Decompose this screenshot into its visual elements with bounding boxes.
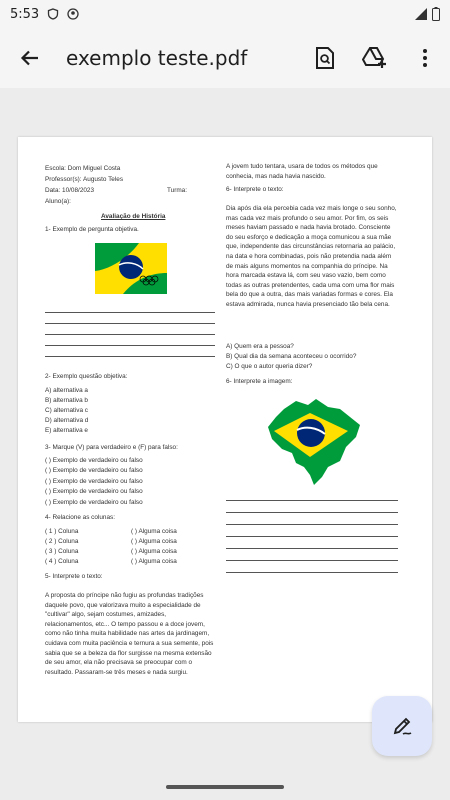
match-left: ( 1 ) Coluna [45, 528, 79, 535]
tf-item: ( ) Exemplo de verdadeiro ou falso [45, 499, 143, 506]
exam-title: Avaliação de História [101, 213, 166, 220]
add-to-drive-button[interactable] [350, 33, 400, 83]
match-right: ( ) Alguma coisa [131, 528, 177, 535]
option-c: C) alternativa c [45, 407, 88, 414]
question-6a: 6- Interprete o texto: [226, 186, 284, 193]
more-vert-icon [422, 48, 428, 68]
tf-item: ( ) Exemplo de verdadeiro ou falso [45, 457, 143, 464]
class-line: Turma: [167, 187, 188, 194]
back-button[interactable] [0, 28, 60, 88]
answer-line [226, 548, 398, 549]
gesture-navigation-handle[interactable] [166, 785, 284, 789]
search-in-document-icon [315, 47, 335, 69]
intro-text: A jovem tudo tentara, usara de todos os métodos que conhecia, mas nada havia nascido. [226, 163, 378, 180]
question-5-text: A proposta do príncipe não fugiu as profundas tradições daquele povo, que valorizava muito a especialidade de "cultivar" algo, sejam costumes, amizades, relacionamentos, etc... O tempo passou e a doce jovem, como não tinha muita habilidade nas artes da jardinagem, cuidava com muita paciência e ternura a sua semente, pois sabia que se a beleza da flor surgisse na mesma extensão de seu amor, ela não precisava se preocupar com o resultado. Passaram-se três meses e nada surgiu. [45, 592, 214, 676]
answer-line [45, 356, 215, 357]
drive-add-icon [362, 47, 388, 69]
option-e: E) alternativa e [45, 427, 88, 434]
signal-icon [414, 7, 428, 21]
option-a: A) alternativa a [45, 387, 88, 394]
answer-line [226, 560, 398, 561]
match-right: ( ) Alguma coisa [131, 538, 177, 545]
student-line: Aluno(a): [45, 198, 71, 205]
match-left: ( 2 ) Coluna [45, 538, 79, 545]
document-title: exemplo teste.pdf [66, 46, 248, 70]
answer-line [226, 512, 398, 513]
annotate-fab-button[interactable] [372, 696, 432, 756]
question-3: 3- Marque (V) para verdadeiro e (F) para falso: [45, 444, 178, 451]
date-line: Data: 10/08/2023 [45, 187, 95, 194]
tf-item: ( ) Exemplo de verdadeiro ou falso [45, 478, 143, 485]
match-right: ( ) Alguma coisa [131, 548, 177, 555]
option-b: B) alternativa b [45, 397, 88, 404]
edit-pen-icon [391, 715, 413, 737]
shield-icon [47, 8, 59, 20]
question-4: 4- Relacione as colunas: [45, 514, 115, 521]
teacher-line: Professor(s): Augusto Teles [45, 176, 124, 183]
question-6b: 6- Interprete a imagem: [226, 378, 293, 385]
match-right: ( ) Alguma coisa [131, 558, 177, 565]
answer-line [226, 572, 398, 573]
back-arrow-icon [20, 48, 40, 68]
account-circle-icon [67, 8, 79, 20]
tf-item: ( ) Exemplo de verdadeiro ou falso [45, 488, 143, 495]
question-6a-a: A) Quem era a pessoa? [226, 343, 294, 350]
answer-line [226, 536, 398, 537]
answer-line [226, 500, 398, 501]
tf-item: ( ) Exemplo de verdadeiro ou falso [45, 467, 143, 474]
status-time: 5:53 [10, 6, 40, 22]
answer-line [45, 312, 215, 313]
search-in-document-button[interactable] [300, 33, 350, 83]
brazil-map-image [266, 395, 362, 487]
question-5: 5- Interprete o texto: [45, 573, 103, 580]
more-options-button[interactable] [400, 33, 450, 83]
app-bar [0, 28, 450, 88]
olympic-flag-image [95, 243, 167, 294]
answer-line [45, 345, 215, 346]
school-line: Escola: Dom Miguel Costa [45, 165, 121, 172]
question-6a-text: Dia após dia ela percebia cada vez mais longe o seu sonho, mas cada vez mais profundo o seu amor. Por fim, os seis meses haviam passado e nada havia brotado. Consciente do seu esforço e dedicação a moça comunicou a sua mãe que, independente das circunstâncias retornaria ao palácio, na data e hora combinadas, pois não pretendia nada além de mais alguns momentos na companhia do príncipe. Na hora marcada estava lá, com seu vaso vazio, bem como todas as outras pretendentes, cada uma com uma flor mais bela do que a outra, das mais variadas formas e cores. Ela estava admirada, nunca havia presenciado tão bela cena. [226, 205, 397, 308]
question-6a-c: C) O que o autor queria dizer? [226, 363, 313, 370]
answer-line [226, 524, 398, 525]
question-1: 1- Exemplo de pergunta objetiva. [45, 226, 139, 233]
status-bar [0, 0, 450, 28]
match-left: ( 3 ) Coluna [45, 548, 79, 555]
question-2: 2- Exemplo questão objetiva: [45, 373, 128, 380]
option-d: D) alternativa d [45, 417, 89, 424]
battery-icon [432, 7, 440, 21]
question-6a-b: B) Qual dia da semana aconteceu o ocorrido? [226, 353, 357, 360]
pdf-page[interactable] [18, 137, 432, 722]
match-left: ( 4 ) Coluna [45, 558, 79, 565]
answer-line [45, 334, 215, 335]
answer-line [45, 323, 215, 324]
